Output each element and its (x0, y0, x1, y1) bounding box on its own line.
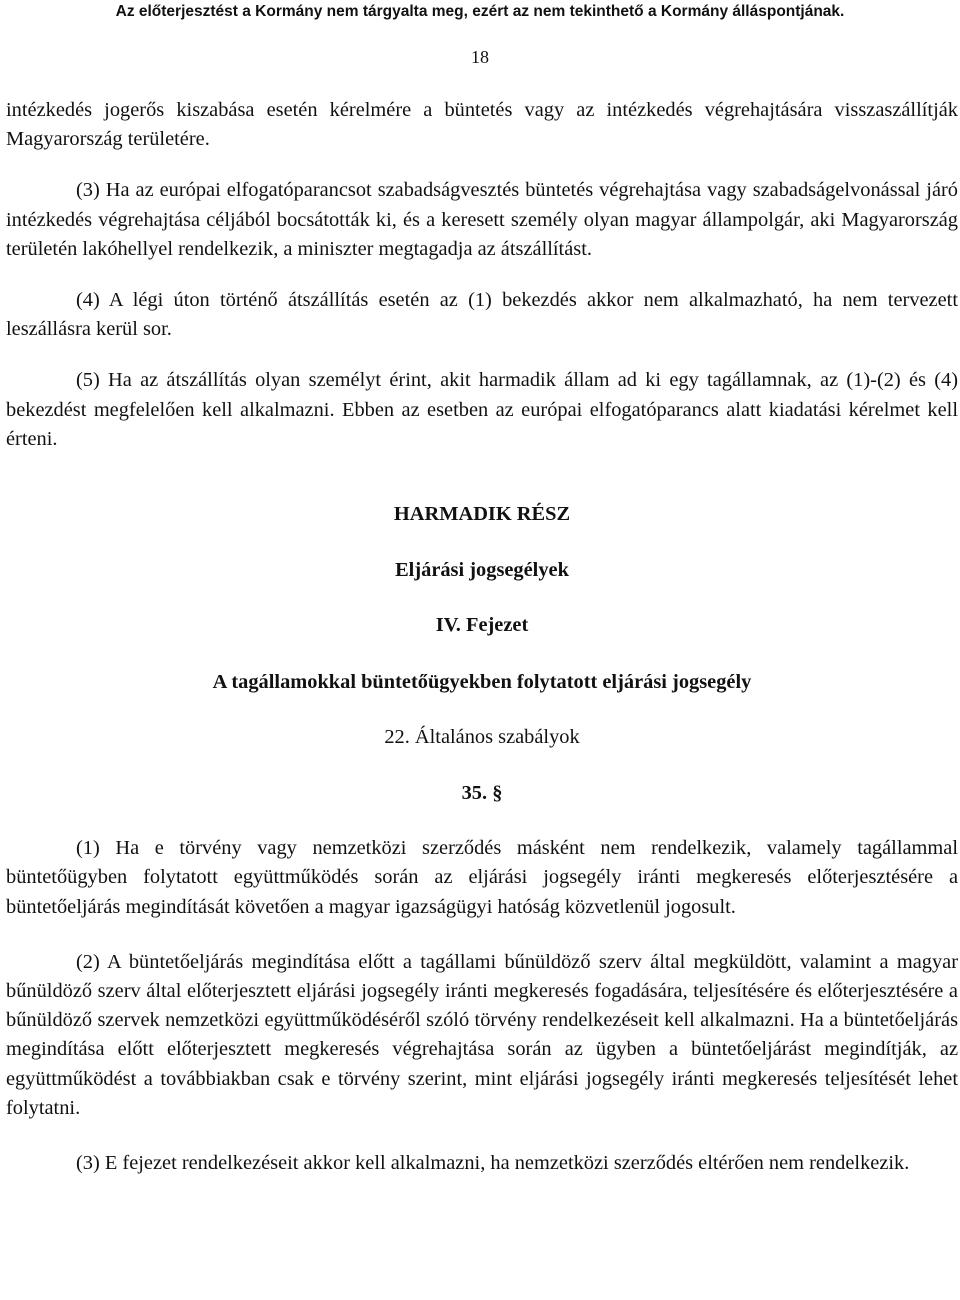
document-body (6, 96, 958, 1178)
part-title: Eljárási jogsegélyek (395, 559, 569, 582)
page-number: 18 (471, 47, 489, 67)
paragraph-4: (4) A légi úton történő átszállítás esetén az (1) bekezdés akkor nem alkalmazható, ha nem tervezett leszállásra kerül sor. (6, 289, 958, 341)
chapter-heading: IV. Fejezet (435, 614, 529, 637)
paragraph-5: (5) Ha az átszállítás olyan személyt érint, akit harmadik állam ad ki egy tagállamnak, az (1)-(2) és (4) bekezdést megfelelően kell alkalmazni. Ebben az esetben az európai elfogatóparancs alatt kiadatási kérelmet kell érteni. (6, 369, 958, 450)
section-number: 35. § (461, 782, 503, 805)
disclaimer-banner: Az előterjesztést a Kormány nem tárgyalta meg, ezért az nem tekinthető a Kormány álláspontjának. (115, 3, 845, 20)
section-paragraph-1: (1) Ha e törvény vagy nemzetközi szerződés másként nem rendelkezik, valamely tagállammal büntetőügyben folytatott együttműködés során az eljárási jogsegély iránti megkeresés előterjesztésére a büntetőeljárás megindítását követően a magyar igazságügyi hatóság közvetlenül jogosult. (6, 837, 958, 918)
section-paragraph-3: (3) E fejezet rendelkezéseit akkor kell alkalmazni, ha nemzetközi szerződés eltérően nem rendelkezik. (76, 1152, 910, 1175)
section-paragraph-2: (2) A büntetőeljárás megindítása előtt a tagállami bűnüldöző szerv által megküldött, valamint a magyar bűnüldöző szerv által előterjesztett eljárási jogsegély iránti megkeresés fogadására, teljesítésére és előterjesztésére a bűnüldöző szervek nemzetközi együttműködéséről szóló törvény rendelkezéseit kell alkalmazni. Ha a büntetőeljárás megindítása előtt előterjesztett megkeresés végrehajtása során az ügyben a büntetőeljárást megindítják, az együttműködést a továbbiakban csak e törvény szerint, mint eljárási jogsegély iránti megkeresés teljesítését lehet folytatni. (6, 950, 958, 1119)
part-heading: HARMADIK RÉSZ (393, 503, 571, 526)
continuation-paragraph: intézkedés jogerős kiszabása esetén kérelmére a büntetés vagy az intézkedés végrehajtására visszaszállítják Magyarország területére. (6, 99, 958, 151)
subtitle-heading: 22. Általános szabályok (384, 725, 580, 748)
chapter-title: A tagállamokkal büntetőügyekben folytatott eljárási jogsegély (212, 670, 752, 693)
paragraph-3: (3) Ha az európai elfogatóparancsot szabadságvesztés büntetés végrehajtása vagy szabadságelvonással járó intézkedés végrehajtása céljából bocsátották ki, és a keresett személy olyan magyar állampolgár, aki Magyarország területén lakóhellyel rendelkezik, a miniszter megtagadja az átszállítást. (6, 179, 958, 260)
